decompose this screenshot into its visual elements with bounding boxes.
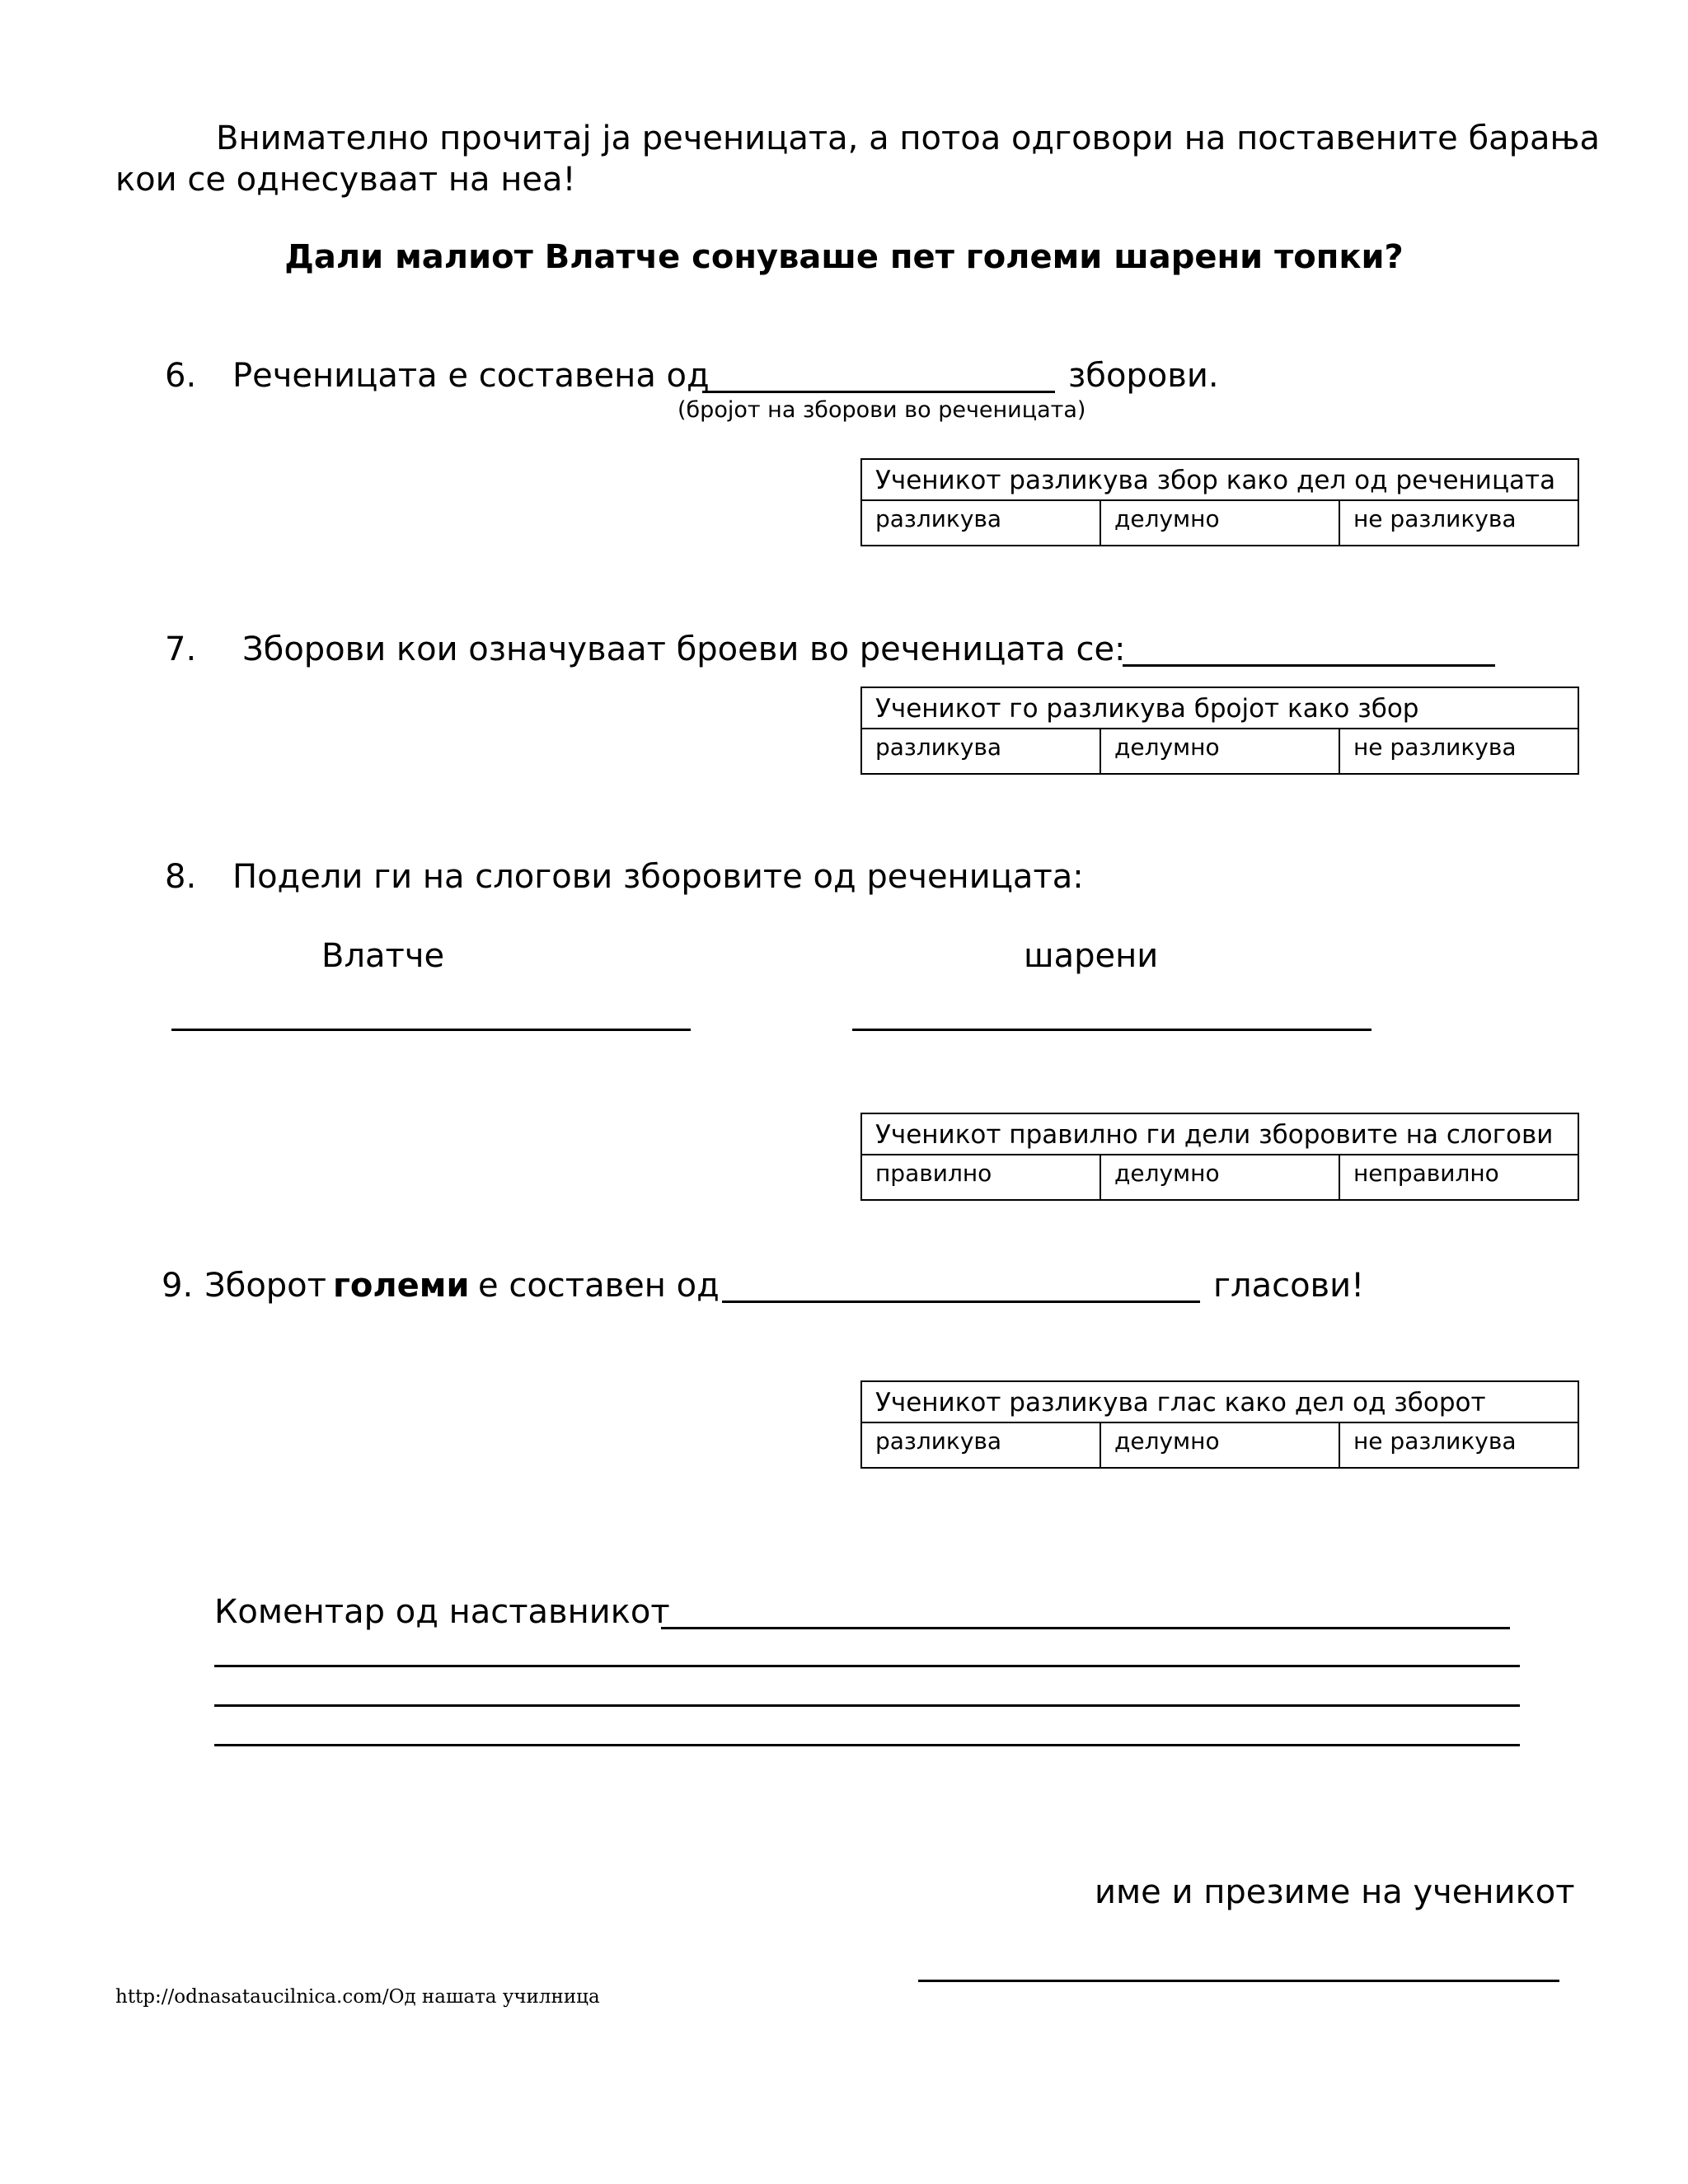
q8-word-2: шарени — [1024, 937, 1159, 975]
footer-source: http://odnasataucilnica.com/Од нашата училница — [115, 1986, 600, 2008]
q9-prefix: Зборот — [204, 1267, 326, 1305]
q7-number: 7. — [165, 630, 197, 668]
q6-rubric-option-1[interactable]: разликува — [862, 501, 1101, 545]
q6-rubric-title: Ученикот разликува збор како дел од реченицата — [862, 460, 1578, 501]
q8-text: Подели ги на слогови зборовите од реченицата: — [232, 858, 1084, 896]
q9-rubric-option-2[interactable]: делумно — [1101, 1423, 1340, 1467]
q8-rubric-option-3[interactable]: неправилно — [1353, 1160, 1499, 1187]
comment-label: Коментар од наставникот — [214, 1593, 670, 1631]
sentence: Дали малиот Влатче сонуваше пет големи шарени топки? — [284, 238, 1404, 276]
q7-rubric-option-2[interactable]: делумно — [1101, 729, 1340, 773]
q9-number: 9. — [162, 1267, 194, 1305]
q9-rubric-option-3[interactable]: не разликува — [1353, 1427, 1517, 1455]
q8-word-1: Влатче — [321, 937, 445, 975]
q6-hint: (бројот на зборови во реченицата) — [678, 397, 1086, 423]
q9-rubric — [860, 1380, 1579, 1469]
q6-answer-line[interactable] — [702, 391, 1055, 393]
comment-line-1[interactable] — [661, 1627, 1510, 1629]
q8-rubric-title: Ученикот правилно ги дели зборовите на слогови — [862, 1114, 1578, 1155]
q8-rubric — [860, 1113, 1579, 1201]
instructions-line-2: кои се однесуваат на неа! — [115, 161, 576, 199]
q9-bold-word: големи — [333, 1267, 470, 1305]
q6-suffix: зборови. — [1068, 357, 1219, 395]
q9-rubric-option-1[interactable]: разликува — [862, 1423, 1101, 1467]
q6-number: 6. — [165, 357, 197, 395]
q6-rubric-option-2[interactable]: делумно — [1101, 501, 1340, 545]
q9-answer-line[interactable] — [722, 1301, 1200, 1303]
q7-rubric — [860, 687, 1579, 775]
q7-rubric-option-3[interactable]: не разликува — [1353, 733, 1517, 761]
q7-rubric-title: Ученикот го разликува бројот како збор — [862, 688, 1578, 729]
q9-middle: е составен од — [478, 1267, 720, 1305]
q7-rubric-option-1[interactable]: разликува — [862, 729, 1101, 773]
q8-number: 8. — [165, 858, 197, 896]
student-name-label: име и презиме на ученикот — [1095, 1873, 1575, 1911]
q8-rubric-option-1[interactable]: правилно — [862, 1155, 1101, 1199]
comment-line-2[interactable] — [214, 1665, 1520, 1667]
q8-answer-line-2[interactable] — [852, 1029, 1372, 1031]
q7-answer-line[interactable] — [1123, 664, 1495, 667]
comment-line-3[interactable] — [214, 1704, 1520, 1707]
q8-answer-line-1[interactable] — [171, 1029, 691, 1031]
q7-text: Зборови кои означуваат броеви во реченицата се: — [242, 630, 1126, 668]
q6-rubric-option-3[interactable]: не разликува — [1353, 505, 1517, 532]
instructions-line-1: Внимателно прочитај ја реченицата, а потоа одговори на поставените барања — [216, 120, 1601, 157]
q9-suffix: гласови! — [1213, 1267, 1365, 1305]
q8-rubric-option-2[interactable]: делумно — [1101, 1155, 1340, 1199]
q6-prefix: Реченицата е составена од — [232, 357, 710, 395]
student-name-line[interactable] — [918, 1980, 1559, 1982]
q9-rubric-title: Ученикот разликува глас како дел од зборот — [862, 1382, 1578, 1423]
q6-rubric — [860, 458, 1579, 546]
comment-line-4[interactable] — [214, 1744, 1520, 1746]
